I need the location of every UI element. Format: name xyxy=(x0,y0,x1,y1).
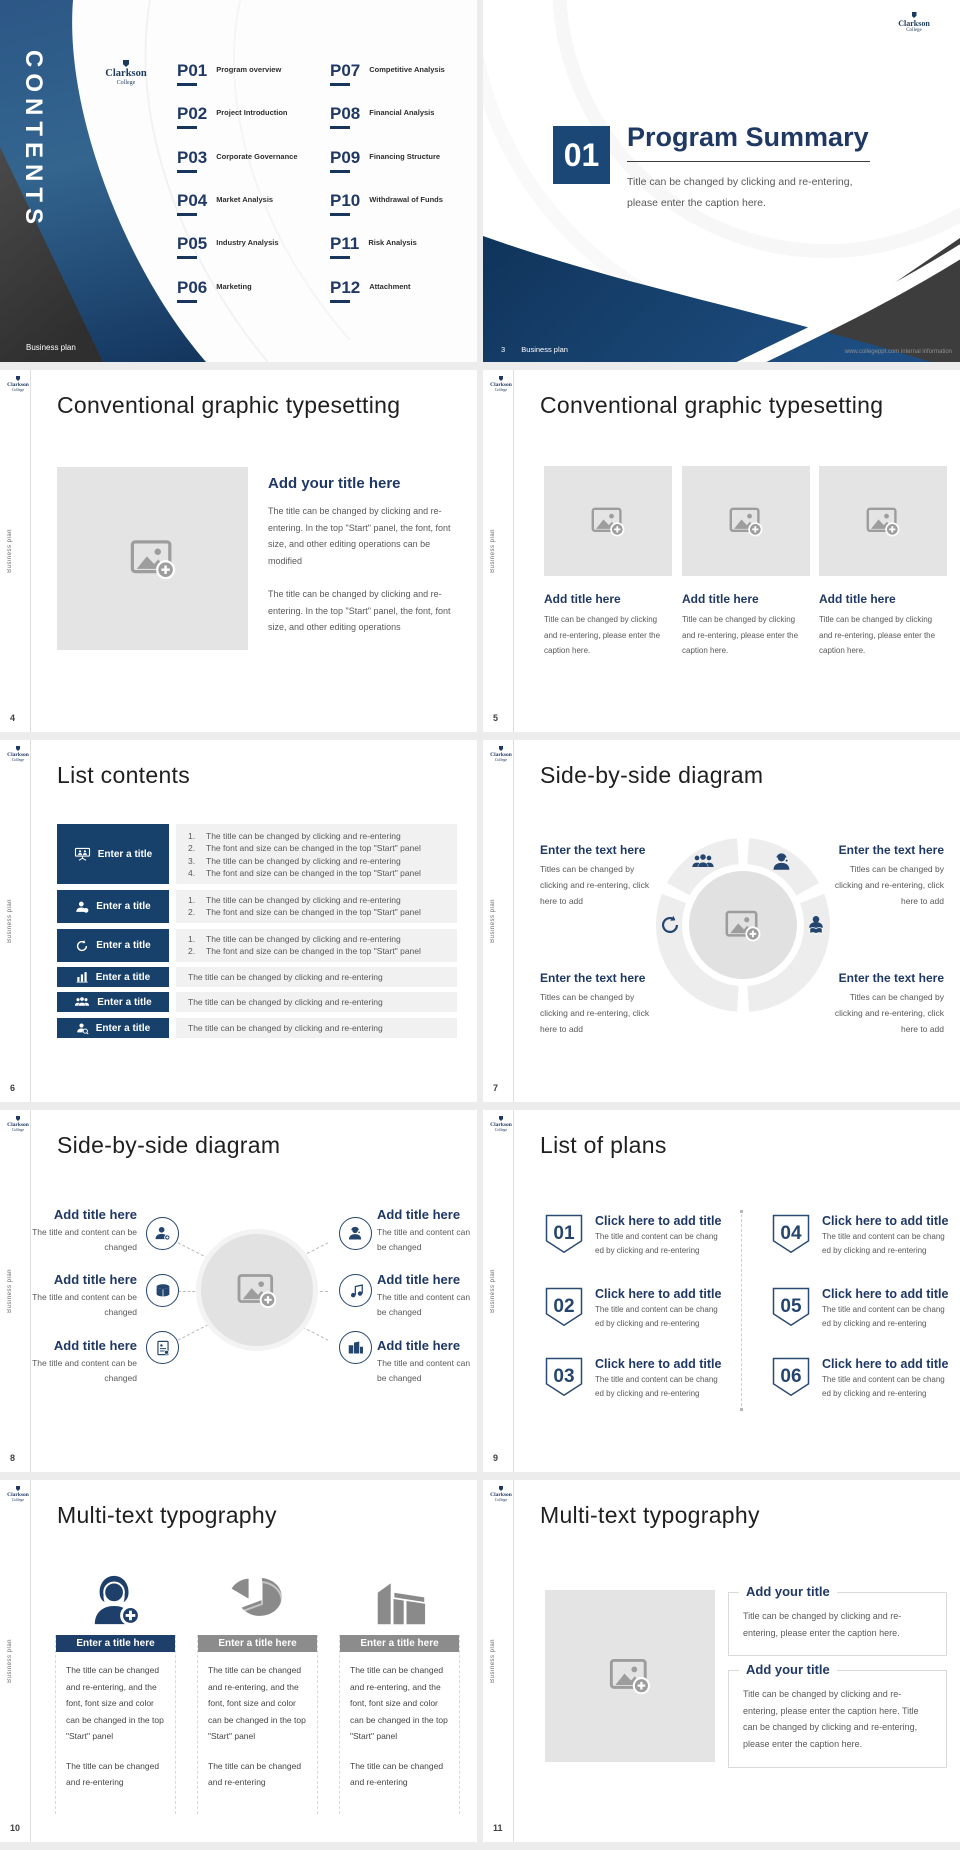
clarkson-college-logo: Clarkson College xyxy=(891,12,937,34)
image-placeholder-icon xyxy=(866,506,900,537)
plan-item[interactable]: 06 Click here to add title The title and content can be chang ed by clicking and re-entering xyxy=(772,1357,948,1401)
list-row-text: The title can be changed by clicking and re-entering xyxy=(176,967,457,987)
slide-title: Side-by-side diagram xyxy=(57,1132,281,1158)
page-number: 7 xyxy=(493,1083,499,1093)
column-paragraph: The title can be changed and re-entering, and the font, font size and color can be changed in the top "Start" panel xyxy=(66,1665,164,1742)
clarkson-college-logo: Clarkson College xyxy=(6,1486,30,1503)
toc-item[interactable]: P04 Market Analysis xyxy=(177,192,273,216)
column-paragraph: The title can be changed and re-entering xyxy=(208,1760,302,1788)
divider-dot xyxy=(740,1210,743,1213)
block-heading: Add your title xyxy=(739,1584,837,1599)
shield-icon xyxy=(16,1486,20,1491)
image-placeholder-icon xyxy=(591,506,625,537)
database-icon xyxy=(146,1274,179,1307)
column-title-bar: Enter a title here xyxy=(340,1635,459,1652)
page-number: 11 xyxy=(493,1823,503,1833)
shield-icon xyxy=(16,746,20,751)
svg-text:06: 06 xyxy=(780,1366,802,1387)
hub-text[interactable]: Add title here The title and content can be changed xyxy=(32,1272,137,1317)
body-paragraph: The title can be changed by clicking and re-entering. In the top "Start" panel, the font, font size, and other editing operations xyxy=(268,589,451,633)
person-icon xyxy=(75,900,89,914)
column-heading: Add title here xyxy=(544,592,621,606)
left-rail-line xyxy=(30,1480,31,1842)
clarkson-college-logo: Clarkson College xyxy=(100,60,152,87)
toc-item[interactable]: P01 Program overview xyxy=(177,62,281,86)
presentation-icon xyxy=(74,847,91,861)
enter-title-button[interactable]: Enter a title xyxy=(57,992,169,1012)
enter-title-button[interactable]: Enter a title xyxy=(57,890,169,923)
clarkson-college-logo: Clarkson College xyxy=(489,376,513,393)
list-row-text: 1. The title can be changed by clicking and re-entering 2. The font and size can be changed in the top "Start" panel xyxy=(176,890,457,923)
hub-text[interactable]: Add title here The title and content can be changed xyxy=(377,1272,471,1317)
section-number-box: 01 xyxy=(553,126,610,184)
team-icon xyxy=(74,996,90,1008)
connector-line xyxy=(178,1324,209,1340)
clarkson-college-logo: Clarkson College xyxy=(489,1116,513,1133)
sync-icon xyxy=(75,939,89,953)
bar-chart-icon xyxy=(76,971,89,983)
slide-title: List contents xyxy=(57,762,191,788)
person-search-icon xyxy=(76,1022,89,1035)
text-column[interactable] xyxy=(197,1564,318,1814)
enter-title-button[interactable]: Enter a title xyxy=(57,1018,169,1038)
slide-conventional-triple[interactable] xyxy=(483,370,960,732)
column-title-bar: Enter a title here xyxy=(56,1635,175,1652)
clarkson-college-logo: Clarkson College xyxy=(6,746,30,763)
svg-text:04: 04 xyxy=(780,1223,802,1244)
column-paragraph: The title can be changed and re-entering, and the font, font size and color can be changed in the top "Start" panel xyxy=(350,1665,448,1742)
plan-badge xyxy=(545,1357,583,1397)
svg-text:05: 05 xyxy=(780,1296,802,1317)
column-caption: Title can be changed by clicking and re-entering, please enter the caption here. xyxy=(682,615,799,656)
column-caption: Title can be changed by clicking and re-entering, please enter the caption here. xyxy=(819,615,936,656)
image-placeholder[interactable] xyxy=(819,466,947,576)
text-column[interactable] xyxy=(339,1564,460,1814)
block-heading: Add your title xyxy=(739,1662,837,1677)
toc-item[interactable]: P05 Industry Analysis xyxy=(177,235,279,259)
side-label: Business plan xyxy=(490,1269,496,1314)
store-icon xyxy=(339,1564,460,1628)
image-placeholder-icon xyxy=(729,506,763,537)
clarkson-college-logo: Clarkson College xyxy=(489,746,513,763)
shield-icon xyxy=(16,1116,20,1121)
document-icon xyxy=(146,1331,179,1364)
left-rail-line xyxy=(513,370,514,732)
hub-text[interactable]: Add title here The title and content can be changed xyxy=(377,1207,471,1252)
plan-item[interactable]: 03 Click here to add title The title and content can be chang ed by clicking and re-entering xyxy=(545,1357,721,1401)
contents-background-art xyxy=(0,0,477,362)
page-number: 3 xyxy=(501,345,506,354)
plan-badge xyxy=(772,1214,810,1254)
page-number: 9 xyxy=(493,1453,499,1463)
side-label: Business plan xyxy=(7,1639,13,1684)
svg-text:02: 02 xyxy=(553,1296,575,1317)
side-label: Business plan xyxy=(490,529,496,574)
list-row-text: 1. The title can be changed by clicking and re-entering 2. The font and size can be changed in the top "Start" panel xyxy=(176,929,457,962)
slide-conventional-single[interactable] xyxy=(0,370,477,732)
toc-item[interactable]: P11 Risk Analysis xyxy=(330,235,417,259)
side-label: Business plan xyxy=(490,1639,496,1684)
toc-item[interactable]: P10 Withdrawal of Funds xyxy=(330,192,443,216)
body-paragraph: The title can be changed by clicking and re-entering. In the top "Start" panel, the font, font size, and other editing operations can be modified xyxy=(268,506,451,566)
toc-item[interactable]: P07 Competitive Analysis xyxy=(330,62,445,86)
page-number: 8 xyxy=(10,1453,16,1463)
building-icon xyxy=(339,1331,372,1364)
column-caption: Title can be changed by clicking and re-entering, please enter the caption here. xyxy=(544,615,661,656)
column-paragraph: The title can be changed and re-entering, and the font, font size and color can be changed in the top "Start" panel xyxy=(208,1665,306,1742)
slide-multi-text-image[interactable] xyxy=(483,1480,960,1842)
slide-contents[interactable] xyxy=(0,0,477,362)
toc-item[interactable]: P09 Financing Structure xyxy=(330,149,440,173)
shield-icon xyxy=(123,60,129,67)
hub-text[interactable]: Add title here The title and content can be changed xyxy=(32,1338,137,1383)
body-heading: Add your title here xyxy=(268,475,401,492)
slide-multi-text-columns[interactable] xyxy=(0,1480,477,1842)
image-placeholder-icon xyxy=(609,1657,651,1695)
text-block[interactable]: Enter the text here Titles can be changed by clicking and re-entering, click here to add xyxy=(834,971,944,1035)
list-row-text: 1. The title can be changed by clicking and re-entering 2. The font and size can be changed in the top "Start" panel 3. The title can be changed by clicking and re-entering 4. The font and size can be changed in the top "Start" panel xyxy=(176,824,457,884)
pie-chart-icon xyxy=(197,1564,318,1628)
person-sync-icon xyxy=(659,914,681,936)
plan-item[interactable]: 04 Click here to add title The title and content can be chang ed by clicking and re-entering xyxy=(772,1214,948,1258)
title-caption-block[interactable] xyxy=(728,1584,947,1656)
shield-icon xyxy=(16,376,20,381)
text-block[interactable]: Enter the text here Titles can be changed by clicking and re-entering, click here to add xyxy=(540,843,650,907)
person-icon xyxy=(339,1217,372,1250)
footer-url: www.collegeppt.com internal information xyxy=(844,349,952,355)
team-icon xyxy=(691,853,715,870)
slide-list-of-plans[interactable] xyxy=(483,1110,960,1472)
list-row xyxy=(57,1018,457,1038)
plan-item[interactable]: 02 Click here to add title The title and content can be chang ed by clicking and re-entering xyxy=(545,1287,721,1331)
block-caption: Title can be changed by clicking and re-entering, please enter the caption here. xyxy=(743,1611,902,1638)
left-rail-line xyxy=(30,740,31,1102)
block-caption: Title can be changed by clicking and re-entering, please enter the caption here. Title can be changed by clicking and re-entering, please enter the caption here. xyxy=(743,1689,919,1749)
column-heading: Add title here xyxy=(682,592,759,606)
toc-item[interactable]: P08 Financial Analysis xyxy=(330,105,434,129)
hub-text[interactable]: Add title here The title and content can be changed xyxy=(377,1338,471,1383)
person-add-icon xyxy=(146,1217,179,1250)
slide-title: List of plans xyxy=(540,1132,667,1158)
enter-title-button[interactable]: Enter a title xyxy=(57,929,169,962)
toc-item[interactable]: P12 Attachment xyxy=(330,279,411,303)
column-paragraph: The title can be changed and re-entering xyxy=(350,1760,444,1788)
image-placeholder[interactable] xyxy=(545,1590,715,1762)
toc-item[interactable]: P06 Marketing xyxy=(177,279,252,303)
clarkson-college-logo: Clarkson College xyxy=(6,1116,30,1133)
shield-icon xyxy=(499,746,503,751)
support-person-icon xyxy=(771,851,793,873)
left-rail-line xyxy=(513,740,514,1102)
plan-badge xyxy=(772,1357,810,1397)
image-placeholder[interactable] xyxy=(196,1229,318,1351)
page-number: 4 xyxy=(10,713,16,723)
page-number: 5 xyxy=(493,713,499,723)
plan-badge xyxy=(545,1214,583,1254)
page-number: 10 xyxy=(10,1823,21,1833)
enter-title-button[interactable]: Enter a title xyxy=(57,824,169,884)
list-row-text: The title can be changed by clicking and re-entering xyxy=(176,992,457,1012)
plan-item[interactable]: 01 Click here to add title The title and content can be chang ed by clicking and re-entering xyxy=(545,1214,721,1258)
list-row-text: The title can be changed by clicking and re-entering xyxy=(176,1018,457,1038)
slide-title: Multi-text typography xyxy=(540,1502,760,1528)
image-placeholder[interactable] xyxy=(682,466,810,576)
side-label: Business plan xyxy=(7,529,13,574)
list-row xyxy=(57,967,457,987)
clarkson-college-logo: Clarkson College xyxy=(489,1486,513,1503)
slide-title: Conventional graphic typesetting xyxy=(540,392,884,418)
shield-icon xyxy=(499,376,503,381)
plan-badge xyxy=(772,1287,810,1327)
svg-text:03: 03 xyxy=(553,1366,575,1387)
enter-title-button[interactable]: Enter a title xyxy=(57,967,169,987)
footer-label: Business plan xyxy=(26,343,76,352)
contents-vertical-title: CONTENTS xyxy=(20,50,47,230)
svg-text:01: 01 xyxy=(553,1223,575,1244)
slide-circle-diagram[interactable] xyxy=(483,740,960,1102)
plan-badge xyxy=(545,1287,583,1327)
footer xyxy=(501,345,568,354)
footer-label: Business plan xyxy=(521,345,568,354)
column-paragraph: The title can be changed and re-entering xyxy=(66,1760,160,1788)
text-column[interactable] xyxy=(55,1564,176,1814)
divider-dot xyxy=(740,1408,743,1411)
connector-line xyxy=(178,1242,209,1258)
slide-section-program-summary[interactable] xyxy=(483,0,960,362)
hub-text[interactable]: Add title here The title and content can be changed xyxy=(32,1207,137,1252)
image-placeholder[interactable] xyxy=(57,467,248,650)
list-row xyxy=(57,890,457,923)
title-underline xyxy=(627,161,870,162)
shield-icon xyxy=(499,1116,503,1121)
column-heading: Add title here xyxy=(819,592,896,606)
column-title-bar: Enter a title here xyxy=(198,1635,317,1652)
music-device-icon xyxy=(339,1274,372,1307)
slide-title: Conventional graphic typesetting xyxy=(57,392,401,418)
consultant-icon xyxy=(55,1564,176,1628)
left-rail-line xyxy=(513,1480,514,1842)
plan-item[interactable]: 05 Click here to add title The title and content can be chang ed by clicking and re-entering xyxy=(772,1287,948,1331)
left-rail-line xyxy=(30,370,31,732)
image-placeholder[interactable] xyxy=(689,871,797,979)
person-book-icon xyxy=(805,914,827,936)
list-row xyxy=(57,992,457,1012)
list-row xyxy=(57,929,457,962)
slide-title: Multi-text typography xyxy=(57,1502,277,1528)
text-block[interactable]: Enter the text here Titles can be changed by clicking and re-entering, click here to add xyxy=(834,843,944,907)
shield-icon xyxy=(499,1486,503,1491)
slide-title: Side-by-side diagram xyxy=(540,762,764,788)
text-block[interactable]: Enter the text here Titles can be changed by clicking and re-entering, click here to add xyxy=(540,971,650,1035)
image-placeholder-icon xyxy=(725,909,761,942)
list-row xyxy=(57,824,457,884)
section-caption: Title can be changed by clicking and re-entering, please enter the caption here. xyxy=(627,176,853,209)
image-placeholder-icon xyxy=(130,538,176,580)
slide-hub-diagram[interactable] xyxy=(0,1110,477,1472)
page-number: 6 xyxy=(10,1083,16,1093)
side-label: Business plan xyxy=(7,1269,13,1314)
clarkson-college-logo: Clarkson College xyxy=(6,376,30,393)
section-title: Program Summary xyxy=(627,122,869,152)
toc-item[interactable]: P03 Corporate Governance xyxy=(177,149,298,173)
image-placeholder-icon xyxy=(237,1272,277,1309)
side-label: Business plan xyxy=(7,899,13,944)
toc-item[interactable]: P02 Project Introduction xyxy=(177,105,288,129)
image-placeholder[interactable] xyxy=(544,466,672,576)
title-caption-block[interactable] xyxy=(728,1662,947,1768)
left-rail-line xyxy=(513,1110,514,1472)
slide-list-contents[interactable] xyxy=(0,740,477,1102)
side-label: Business plan xyxy=(490,899,496,944)
divider-dashed xyxy=(741,1214,742,1406)
shield-icon xyxy=(912,12,917,18)
